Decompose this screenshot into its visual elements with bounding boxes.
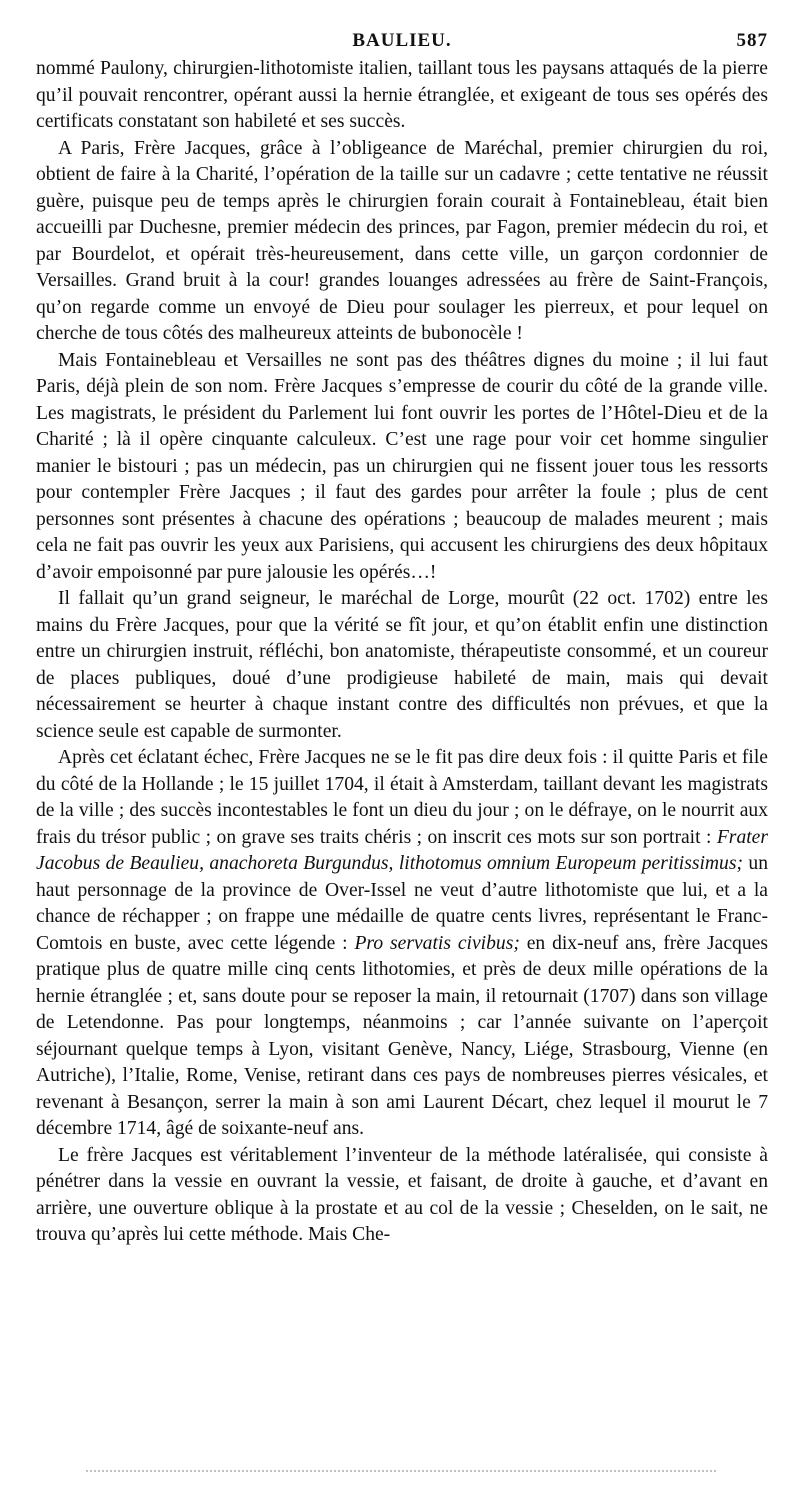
text-run: Il fallait qu’un grand seigneur, le maréchal de Lorge, mourût (22 oct. 1702) entre les mains du Frère Jacques, pour que la vérité se fît jour, et qu’on établit enfin une distinction entre un chirurgien instruit, réfléchi, bon anatomiste, thérapeutiste consommé, et un coureur de places publiques, doué d’une prodigieuse habileté de main, mais qui devait nécessairement se heurter à chaque instant contre des difficultés non prévues, et que la science seule est capable de surmonter. [36,588,768,742]
text-run: un haut personnage de la province de Over-Issel ne veut d’autre lithotomiste que lui, et a la chance de réchapper ; on frappe une médaille de quatre cents livres, représentant le Franc-Comtois en buste, avec cette légende : [36,853,768,954]
italic-text: Pro servatis civibus; [354,932,520,954]
document-page [36,30,768,1249]
text-run: nommé Paulony, chirurgien-lithotomiste italien, taillant tous les paysans attaqués de la pierre qu’il pouvait rencontrer, opérant aussi la hernie étranglée, et exigeant de tous ses opérés des certificats constatant son habileté et ses succès. [36,58,768,132]
paragraph [36,1143,768,1249]
page-number: 587 [736,30,768,51]
paragraph [36,56,768,136]
text-run: Mais Fontainebleau et Versailles ne sont pas des théâtres dignes du moine ; il lui faut Paris, déjà plein de son nom. Frère Jacques s’empresse de courir du côté de la grande ville. Les magistrats, le président du Parlement lui font ouvrir les portes de l’Hôtel-Dieu et de la Charité ; là il opère cinquante calculeux. C’est une rage pour voir cet homme singulier manier le bistouri ; pas un médecin, pas un chirurgien qui ne fissent jouer tous les ressorts pour contempler Frère Jacques ; il faut des gardes pour arrêter la foule ; plus de cent personnes sont présentes à chacune des opérations ; beaucoup de malades meurent ; mais cela ne fait pas ouvrir les yeux aux Parisiens, qui accusent les chirurgiens des deux hôpitaux d’avoir empoisonné par pure jalousie les opérés…! [36,349,768,583]
text-run: Après cet éclatant échec, Frère Jacques ne se le fit pas dire deux fois : il quitte Paris et file du côté de la Hollande ; le 15 juillet 1704, il était à Amsterdam, taillant devant les magistrats de la ville ; des succès incontestables le font un dieu du jour ; on le défraye, on le nourrit aux frais du trésor public ; on grave ses traits chéris ; on inscrit ces mots sur son portrait : [36,747,768,848]
paragraph [36,586,768,745]
italic-text: Frater Jacobus de Beaulieu, anachoreta Burgundus, lithotomus omnium Europeum peritissimus; [36,826,768,874]
text-run: Le frère Jacques est véritablement l’inventeur de la méthode latéralisée, qui consiste à pénétrer dans la vessie en ouvrant la vessie, et faisant, de droite à gauche, et d’avant en arrière, une ouverture oblique à la prostate et au col de la vessie ; Cheselden, on le sait, ne trouva qu’après lui cette méthode. Mais Che- [36,1144,768,1245]
paragraph [36,136,768,348]
paragraph [36,745,768,1143]
running-title: BAULIEU. [352,30,452,51]
running-head [36,30,768,56]
text-run: en dix-neuf ans, frère Jacques pratique plus de quatre mille cinq cents lithotomies, et près de deux mille opérations de la hernie étranglée ; et, sans doute pour se reposer la main, il retournait (1707) dans son village de Letendonne. Pas pour longtemps, néanmoins ; car l’année suivante on l’aperçoit séjournant quelque temps à Lyon, visitant Genève, Nancy, Liége, Strasbourg, Vienne (en Autriche), l’Italie, Rome, Venise, retirant dans ces pays de nombreuses pierres vésicales, et revenant à Besançon, serrer la main à son ami Laurent Décart, chez lequel il mourut le 7 décembre 1714, âgé de soixante-neuf ans. [36,932,768,1139]
paragraph [36,348,768,587]
print-specks [86,1470,716,1476]
body-text [36,56,768,1249]
text-run: A Paris, Frère Jacques, grâce à l’obligeance de Maréchal, premier chirurgien du roi, obtient de faire à la Charité, l’opération de la taille sur un cadavre ; cette tentative ne réussit guère, puisque peu de temps après le chirurgien forain courait à Fontainebleau, était bien accueilli par Duchesne, premier médecin des princes, par Fagon, premier médecin du roi, et par Bourdelot, et opérait très-heureusement, dans cette ville, un garçon cordonnier de Versailles. Grand bruit à la cour! grandes louanges adressées au frère de Saint-François, qu’on regarde comme un envoyé de Dieu pour soulager les pierreux, et pour lequel on cherche de tous côtés des malheureux atteints de bubonocèle ! [36,137,768,344]
